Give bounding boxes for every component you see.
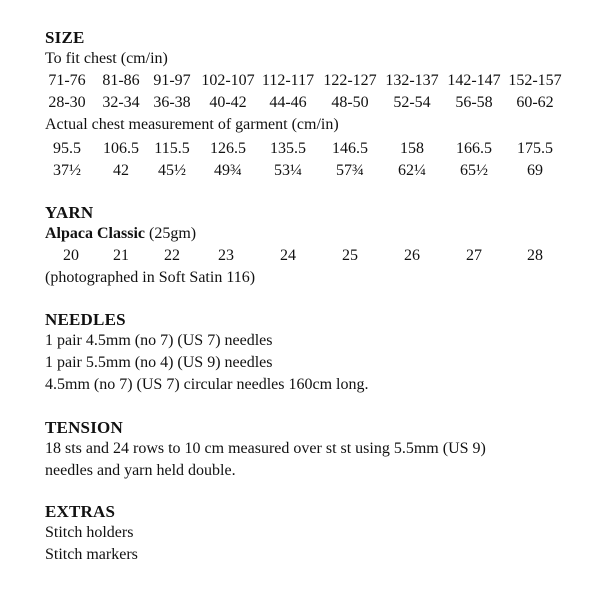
actual-cm-value: 106.5	[103, 140, 139, 157]
needles-section	[45, 310, 575, 396]
pattern-info-page	[45, 28, 575, 566]
yarn-weight: (25gm)	[145, 225, 197, 242]
fit-in-value: 48-50	[331, 94, 369, 111]
yarn-balls-value: 28	[527, 247, 543, 264]
extras-line: Stitch markers	[45, 546, 138, 563]
tension-heading: TENSION	[45, 418, 123, 437]
fit-in-row	[45, 92, 575, 114]
tension-section	[45, 418, 575, 482]
yarn-balls-value: 25	[342, 247, 358, 264]
actual-in-value: 62¼	[398, 162, 426, 179]
fit-in-value: 40-42	[209, 94, 247, 111]
needles-line: 1 pair 5.5mm (no 4) (US 9) needles	[45, 354, 273, 371]
extras-line: Stitch holders	[45, 524, 134, 541]
fit-cm-value: 112-117	[261, 72, 315, 89]
needles-heading: NEEDLES	[45, 310, 126, 329]
tension-line: needles and yarn held double.	[45, 462, 236, 479]
fit-in-value: 60-62	[516, 94, 554, 111]
fit-cm-value: 122-127	[323, 72, 377, 89]
yarn-note: (photographed in Soft Satin 116)	[45, 269, 256, 286]
fit-in-value: 44-46	[269, 94, 307, 111]
actual-cm-value: 146.5	[332, 140, 368, 157]
yarn-balls-value: 26	[404, 247, 420, 264]
actual-in-value: 37½	[53, 162, 81, 179]
fit-cm-value: 81-86	[102, 72, 140, 89]
actual-in-value: 49¾	[214, 162, 242, 179]
yarn-name-line	[45, 223, 575, 245]
fit-cm-value: 152-157	[508, 72, 562, 89]
size-heading: SIZE	[45, 28, 85, 47]
fit-in-value: 28-30	[48, 94, 86, 111]
needles-line: 4.5mm (no 7) (US 7) circular needles 160cm long.	[45, 376, 369, 393]
fit-cm-row	[45, 70, 575, 92]
needles-line: 1 pair 4.5mm (no 7) (US 7) needles	[45, 332, 273, 349]
fit-cm-value: 142-147	[447, 72, 501, 89]
fit-in-value: 52-54	[393, 94, 431, 111]
extras-section	[45, 502, 575, 566]
actual-cm-value: 166.5	[456, 140, 492, 157]
fit-cm-value: 91-97	[153, 72, 191, 89]
fit-in-value: 36-38	[153, 94, 191, 111]
extras-heading: EXTRAS	[45, 502, 116, 521]
actual-cm-value: 158	[400, 140, 424, 157]
yarn-balls-value: 27	[466, 247, 482, 264]
actual-cm-value: 115.5	[154, 140, 190, 157]
actual-cm-row	[45, 138, 575, 160]
yarn-name: Alpaca Classic	[45, 225, 145, 242]
fit-in-value: 32-34	[102, 94, 140, 111]
fit-cm-value: 71-76	[48, 72, 86, 89]
actual-chest-label: Actual chest measurement of garment (cm/in)	[45, 116, 339, 133]
size-section	[45, 28, 575, 182]
actual-in-value: 53¼	[274, 162, 302, 179]
yarn-balls-value: 20	[63, 247, 79, 264]
yarn-balls-value: 21	[113, 247, 129, 264]
yarn-heading: YARN	[45, 203, 94, 222]
yarn-section	[45, 203, 575, 289]
yarn-balls-value: 22	[164, 247, 180, 264]
actual-cm-value: 175.5	[517, 140, 553, 157]
fit-chest-label: To fit chest (cm/in)	[45, 50, 168, 67]
fit-cm-value: 132-137	[385, 72, 439, 89]
actual-in-value: 57¾	[336, 162, 364, 179]
actual-cm-value: 95.5	[53, 140, 81, 157]
actual-in-value: 45½	[158, 162, 186, 179]
yarn-balls-row	[45, 245, 575, 267]
fit-in-value: 56-58	[455, 94, 493, 111]
actual-in-value: 42	[113, 162, 129, 179]
yarn-balls-value: 23	[218, 247, 234, 264]
yarn-balls-value: 24	[280, 247, 296, 264]
actual-in-value: 65½	[460, 162, 488, 179]
actual-cm-value: 135.5	[270, 140, 306, 157]
actual-in-row	[45, 160, 575, 182]
actual-in-value: 69	[527, 162, 543, 179]
tension-line: 18 sts and 24 rows to 10 cm measured over st st using 5.5mm (US 9)	[45, 440, 486, 457]
fit-cm-value: 102-107	[201, 72, 255, 89]
actual-cm-value: 126.5	[210, 140, 246, 157]
